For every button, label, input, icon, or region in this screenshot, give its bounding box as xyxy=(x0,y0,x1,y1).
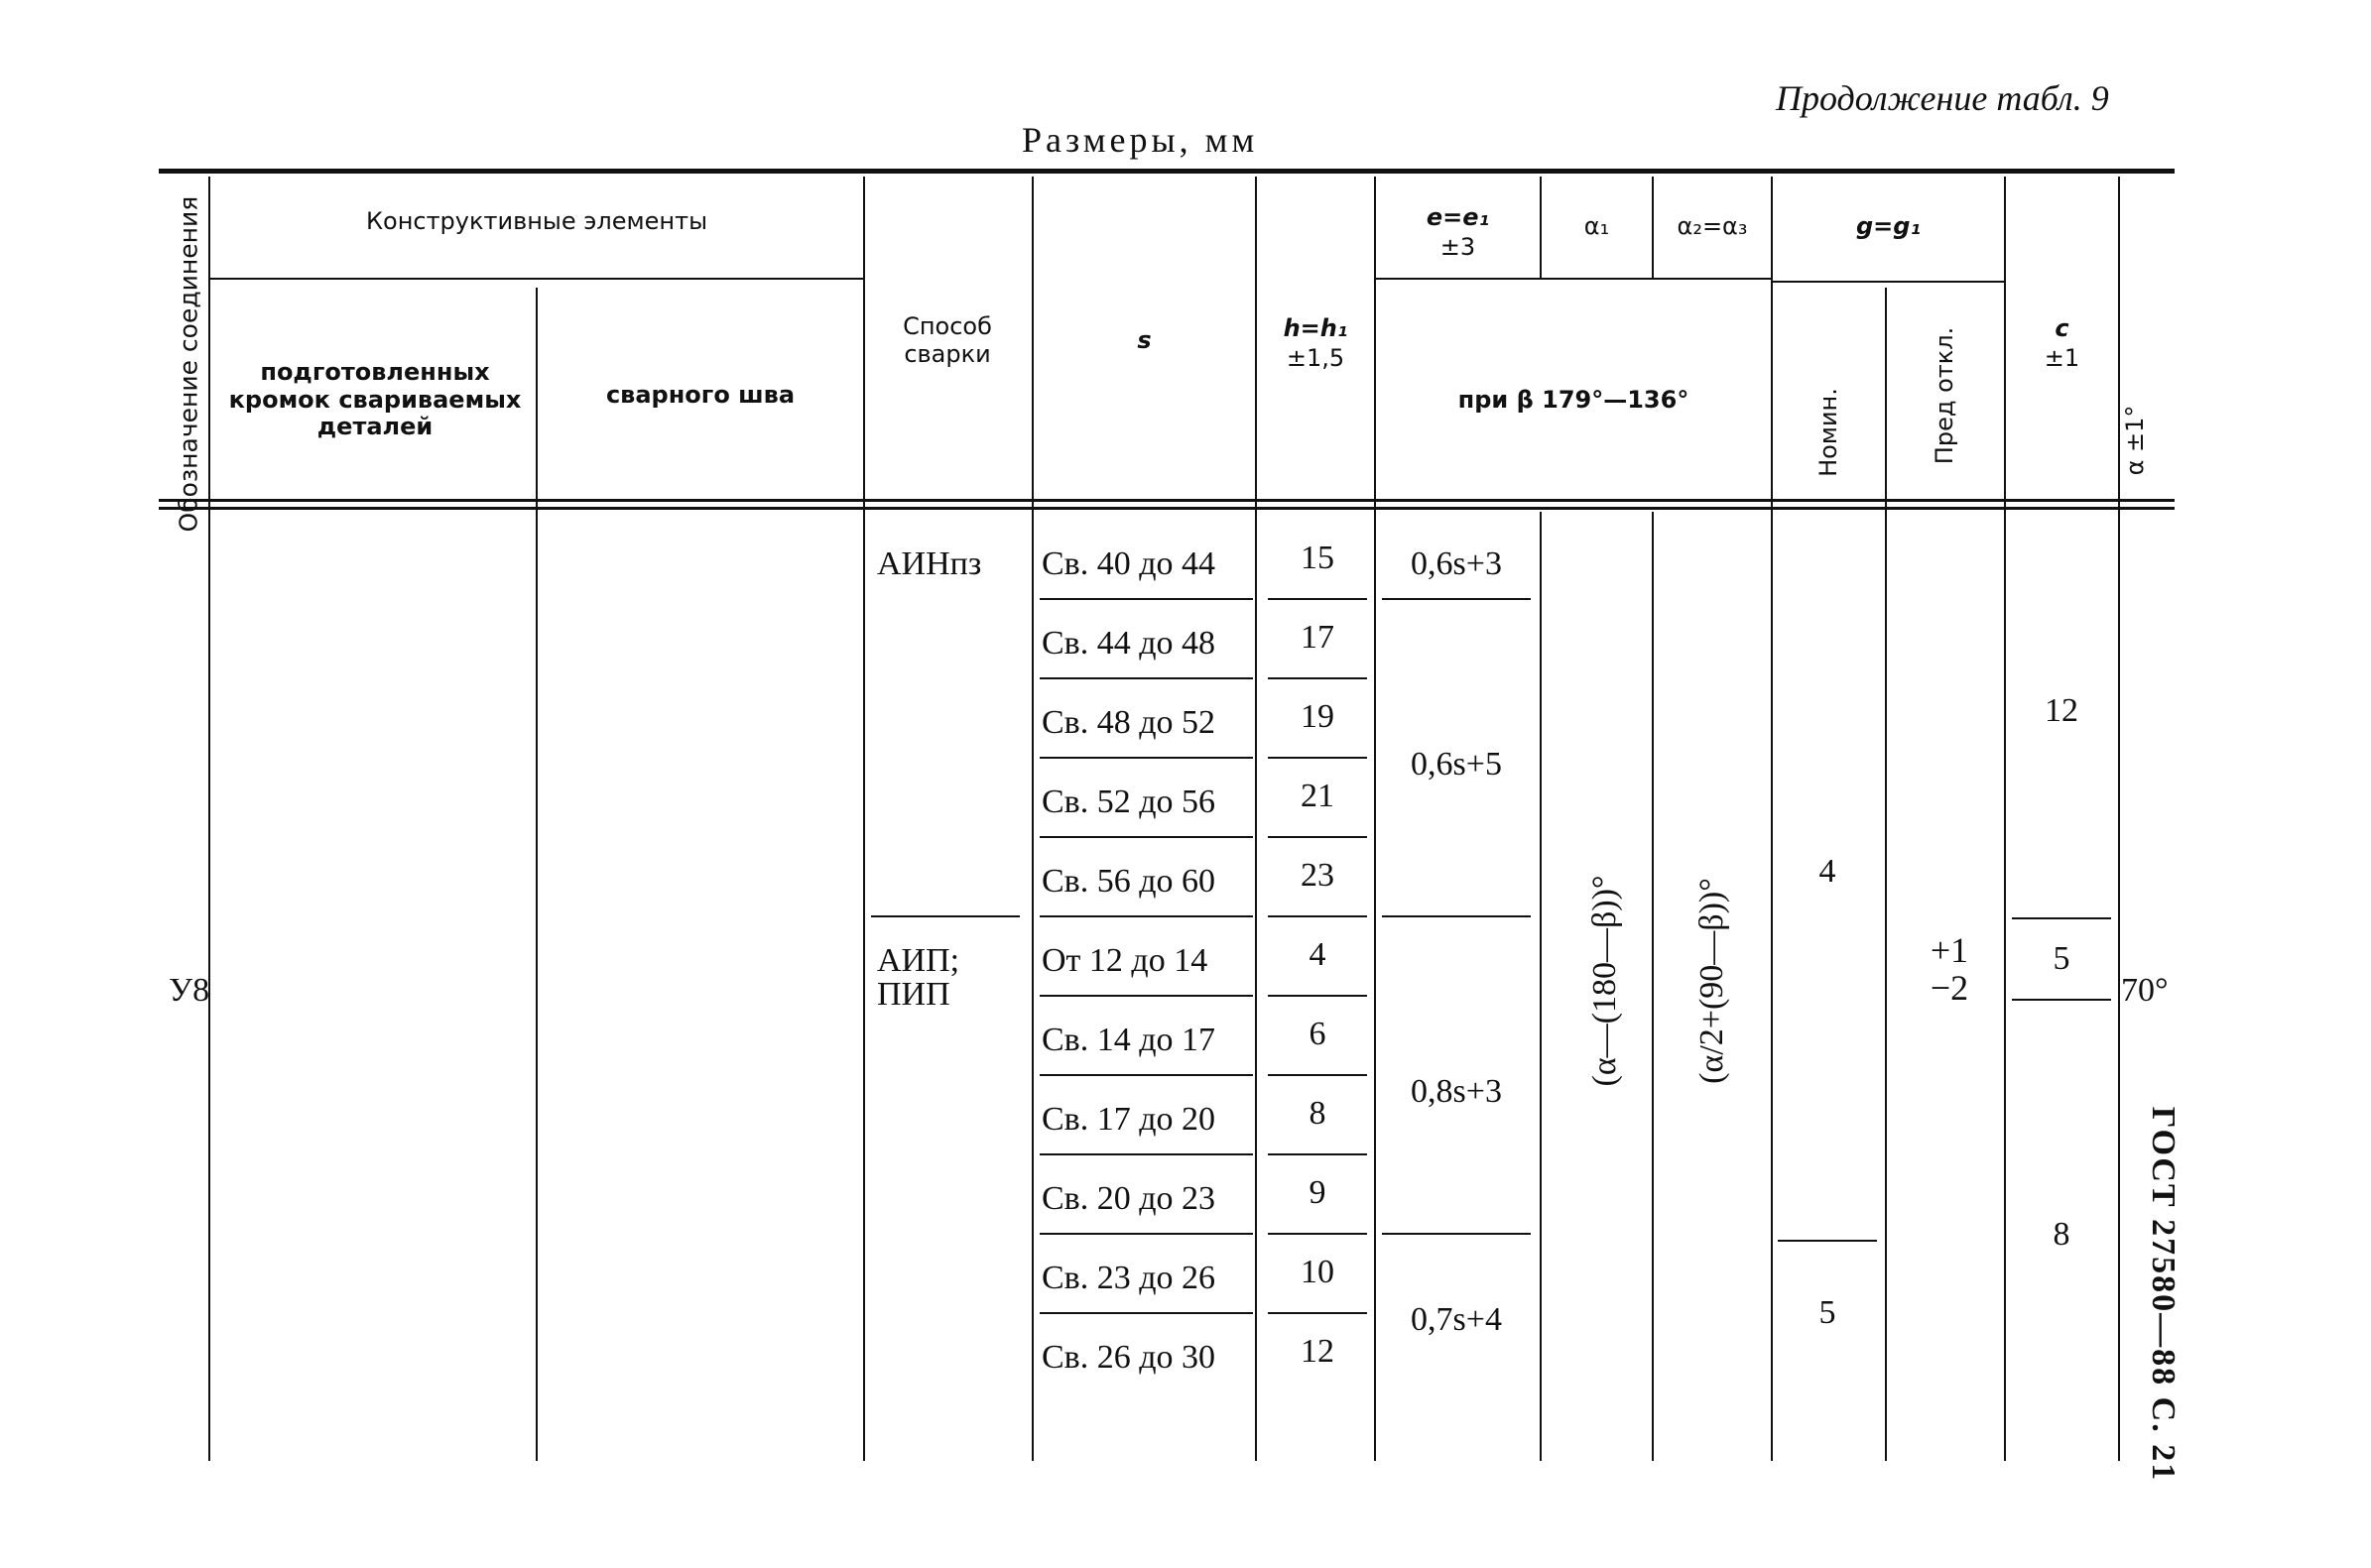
col-line xyxy=(1885,288,1887,1461)
row-rule xyxy=(1040,1233,1253,1235)
s-value: От 12 до 14 xyxy=(1042,942,1208,979)
table-top-rule xyxy=(159,169,2175,174)
col-line xyxy=(536,288,538,1461)
header-method: Способ сварки xyxy=(903,312,992,368)
header-rule-2 xyxy=(159,507,2175,510)
s-value: Св. 56 до 60 xyxy=(1042,863,1216,900)
row-rule xyxy=(1268,757,1367,759)
header-pred: Пред откл. xyxy=(1931,326,1958,465)
h-value: 9 xyxy=(1309,1174,1326,1211)
s-value: Св. 23 до 26 xyxy=(1042,1260,1216,1296)
h-value: 21 xyxy=(1301,778,1334,814)
row-rule xyxy=(1040,677,1253,679)
e-value: 0,8s+3 xyxy=(1411,1073,1502,1110)
c-value: 5 xyxy=(2053,940,2070,977)
header-h: h=h₁ xyxy=(1283,314,1348,342)
g-nomin-value: 4 xyxy=(1818,853,1836,890)
header-alpha23: α₂=α₃ xyxy=(1677,212,1748,240)
h-value: 4 xyxy=(1309,936,1326,973)
h-value: 12 xyxy=(1301,1333,1334,1370)
row-rule xyxy=(1040,598,1253,600)
row-rule xyxy=(1040,1153,1253,1155)
row-rule xyxy=(2012,999,2111,1001)
header-sub-rule xyxy=(1773,281,2004,283)
col-line xyxy=(1540,512,1542,1461)
row-rule xyxy=(1040,836,1253,838)
row-rule xyxy=(1268,836,1367,838)
row-rule xyxy=(1268,1153,1367,1155)
alpha23-formula: (α/2+(90—β))° xyxy=(1693,878,1730,1084)
row-rule xyxy=(1040,1074,1253,1076)
s-value: Св. 52 до 56 xyxy=(1042,784,1216,820)
s-value: Св. 40 до 44 xyxy=(1042,545,1216,582)
header-alpha1: α₁ xyxy=(1583,212,1610,240)
continuation-caption: Продолжение табл. 9 xyxy=(1776,78,2109,118)
alpha-value: 70° xyxy=(2121,972,2169,1009)
row-rule xyxy=(1382,915,1531,917)
method-value: АИНпз xyxy=(877,545,982,582)
header-c-tol: ±1 xyxy=(2044,344,2080,372)
header-e-tol: ±3 xyxy=(1439,233,1476,261)
row-rule xyxy=(1040,915,1253,917)
col-line xyxy=(1652,512,1654,1461)
header-c: c xyxy=(2055,314,2069,342)
header-s: s xyxy=(1137,326,1152,354)
dimensions-title: Размеры, мм xyxy=(1022,120,1259,160)
col-line xyxy=(863,177,865,1461)
row-rule xyxy=(2012,917,2111,919)
g-pred-value: +1 −2 xyxy=(1930,930,1969,1008)
s-value: Св. 20 до 23 xyxy=(1042,1180,1216,1217)
row-rule xyxy=(1268,677,1367,679)
row-rule xyxy=(1382,598,1531,600)
h-value: 8 xyxy=(1309,1095,1326,1132)
e-value: 0,7s+4 xyxy=(1411,1301,1502,1338)
h-value: 6 xyxy=(1309,1016,1326,1052)
h-value: 23 xyxy=(1301,857,1334,894)
h-value: 10 xyxy=(1301,1254,1334,1290)
col-line xyxy=(2118,177,2120,1461)
designation-value: У8 xyxy=(169,972,210,1009)
row-rule xyxy=(1040,995,1253,997)
s-value: Св. 14 до 17 xyxy=(1042,1022,1216,1058)
header-alpha: α ±1° xyxy=(2121,405,2149,476)
s-value: Св. 48 до 52 xyxy=(1042,704,1216,741)
col-line xyxy=(1032,177,1034,1461)
row-rule xyxy=(1268,598,1367,600)
e-value: 0,6s+5 xyxy=(1411,746,1502,783)
header-h-tol: ±1,5 xyxy=(1286,344,1345,372)
header-sub-rule xyxy=(210,278,863,280)
col-line xyxy=(1374,177,1376,1461)
header-beta: при β 179°—136° xyxy=(1457,386,1689,414)
h-value: 17 xyxy=(1301,619,1334,656)
header-rule-1 xyxy=(159,499,2175,502)
col-line xyxy=(1771,177,1773,1461)
row-rule xyxy=(1040,757,1253,759)
header-designation: Обозначение соединения xyxy=(174,195,203,533)
row-rule xyxy=(1268,1312,1367,1314)
row-rule xyxy=(1268,1074,1367,1076)
row-rule xyxy=(1040,1312,1253,1314)
method-value: АИП; ПИП xyxy=(877,942,960,1013)
header-nomin: Номин. xyxy=(1814,388,1842,477)
h-value: 19 xyxy=(1301,698,1334,735)
header-constructive: Конструктивные элементы xyxy=(365,207,708,235)
s-value: Св. 44 до 48 xyxy=(1042,625,1216,662)
row-rule xyxy=(1268,995,1367,997)
header-prepared-edges: подготовленных кромок свариваемых деталей xyxy=(228,358,522,441)
header-weld-seam: сварного шва xyxy=(605,381,796,409)
e-value: 0,6s+3 xyxy=(1411,545,1502,582)
s-value: Св. 17 до 20 xyxy=(1042,1101,1216,1138)
row-rule xyxy=(871,915,1020,917)
col-line xyxy=(208,177,210,1461)
c-value: 12 xyxy=(2045,692,2078,729)
side-running-head: ГОСТ 27580—88 С. 21 xyxy=(2145,1106,2182,1483)
c-value: 8 xyxy=(2053,1216,2070,1253)
header-sub-rule xyxy=(1376,278,1771,280)
alpha1-formula: (α—(180—β))° xyxy=(1586,875,1623,1087)
s-value: Св. 26 до 30 xyxy=(1042,1339,1216,1376)
row-rule xyxy=(1268,1233,1367,1235)
header-g: g=g₁ xyxy=(1856,212,1921,240)
h-value: 15 xyxy=(1301,540,1334,576)
row-rule xyxy=(1268,915,1367,917)
header-e: e=e₁ xyxy=(1426,203,1490,231)
row-rule xyxy=(1778,1240,1877,1242)
g-nomin-value: 5 xyxy=(1818,1294,1836,1331)
row-rule xyxy=(1382,1233,1531,1235)
